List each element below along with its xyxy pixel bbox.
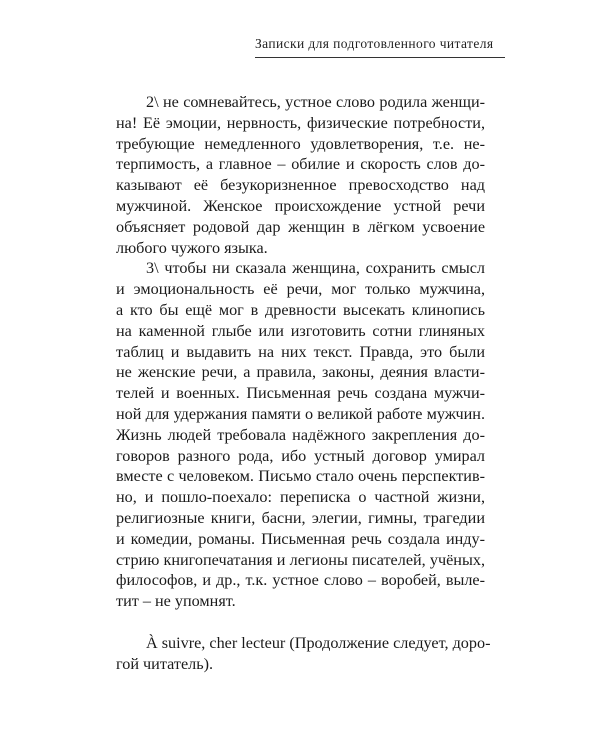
text-line: телей и военных. Письменная речь создана мужчи- <box>116 384 485 403</box>
paragraph-2 <box>116 92 485 258</box>
text-line: не женские речи, а правила, законы, деяния власти- <box>116 363 485 382</box>
text-line: тит – не упомнят. <box>116 592 236 611</box>
text-line: таблиц и выдавить на них текст. Правда, это были <box>116 342 485 361</box>
header-rule <box>255 57 505 58</box>
text-line: философов, и др., т.к. устное слово – воробей, вылe- <box>116 571 485 590</box>
text-line: религиозные книги, басни, элегии, гимны, трагедии <box>116 508 485 527</box>
text-line: и эмоциональность её речи, мог только мужчина, <box>116 280 485 299</box>
text-line: а кто бы ещё мог в древности высекать клинопись <box>116 300 485 319</box>
text-line: 3\ чтобы ни сказала женщина, сохранить смысл <box>146 259 485 278</box>
text-line: 2\ не сомневайтесь, устное слово родила женщи- <box>146 93 485 111</box>
text-line: мужчиной. Женское происхождение устной речи <box>116 196 485 215</box>
paragraph-3 <box>116 258 485 612</box>
text-line: Жизнь людей требовала надёжного закрепления до- <box>116 425 485 444</box>
text-line: любого чужого языка. <box>116 238 268 257</box>
text-line: на каменной глыбе или изготовить сотни глиняных <box>116 321 485 340</box>
closing-paragraph <box>116 633 491 675</box>
text-line: ной для удержания памяти о великой работе мужчин. <box>116 404 485 423</box>
text-line: и комедии, романы. Письменная речь создала инду- <box>116 529 485 548</box>
text-line: гой читатель). <box>116 654 214 673</box>
text-line: терпимость, а главное – обилие и скорость слов до- <box>116 155 485 174</box>
running-head: Записки для подготовленного читателя <box>255 36 494 51</box>
text-line: À suivre, cher lecteur (Продолжение следует, доро- <box>146 633 491 652</box>
text-line: говоров разного рода, ибо устный договор умирал <box>116 446 485 465</box>
paragraph-gap <box>116 612 485 633</box>
text-line: объясняет родовой дар женщин в лёгком усвоение <box>116 217 485 236</box>
text-line: вместе с человеком. Письмо стало очень перспектив- <box>116 467 485 486</box>
text-line: стрию книгопечатания и легионы писателей, учёных, <box>116 550 485 569</box>
text-line: казывают её безукоризненное превосходство над <box>116 176 485 195</box>
text-line: на! Её эмоции, нервность, физические потребности, <box>116 113 485 132</box>
text-line: но, и пошло-поехало: переписка о частной жизни, <box>116 488 485 507</box>
text-line: требующие немедленного удовлетворения, т.е. не- <box>116 134 485 153</box>
body-text <box>116 92 491 674</box>
